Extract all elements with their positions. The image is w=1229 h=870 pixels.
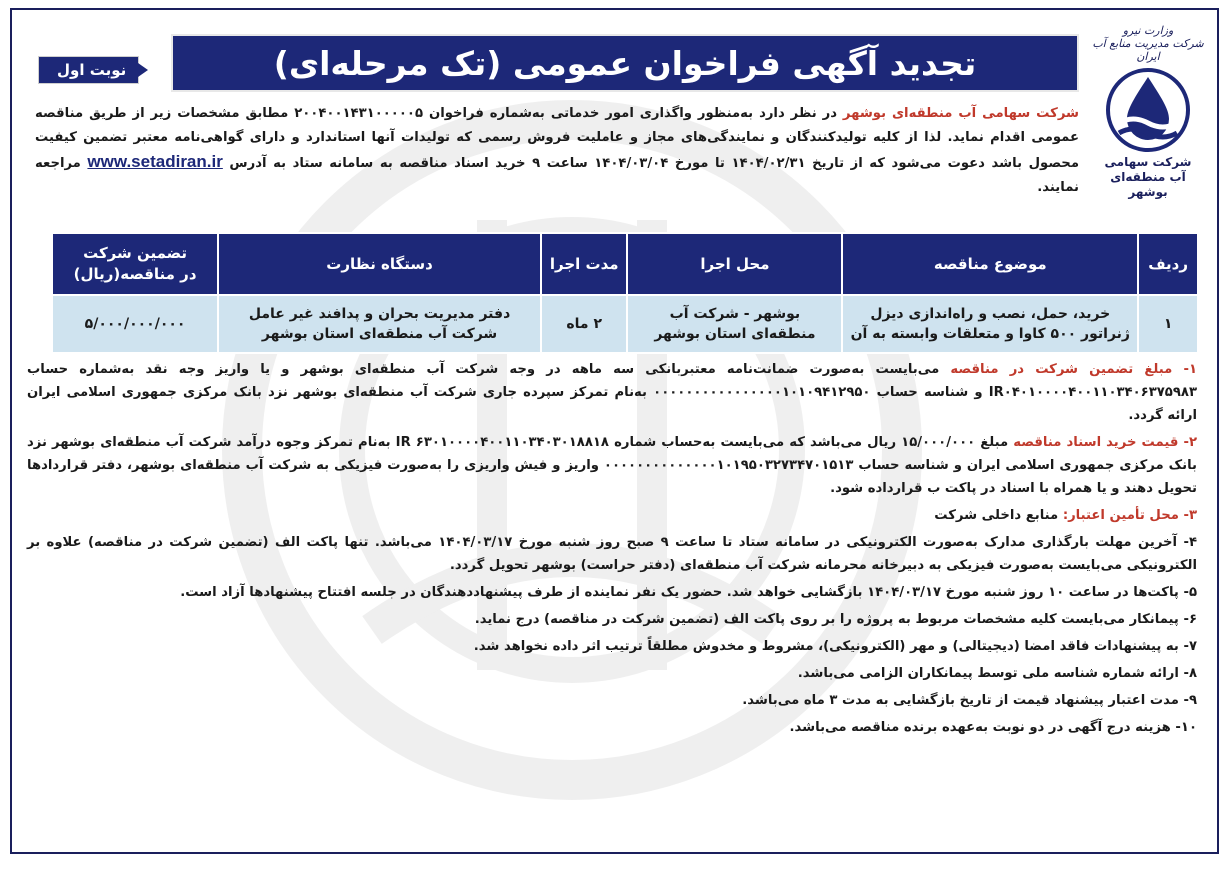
header-guarantee-line2: در مناقصه(ریال) bbox=[73, 265, 197, 283]
intro-paragraph bbox=[35, 102, 1079, 200]
page-title: تجدید آگهی فراخوان عمومی (تک مرحله‌ای) bbox=[171, 34, 1079, 92]
edition-badge-label: نوبت اول bbox=[57, 61, 127, 79]
item-text: ۴- آخرین مهلت بارگذاری مدارک به‌صورت الکترونیکی در سامانه ستاد تا ساعت ۹ صبح روز شنبه مورخ ۱۴۰۴/۰۳/۱۷ می‌باشد. تنها پاکت الف (تضمین شرکت در مناقصه) علاوه بر الکترونیکی می‌بایست به‌صورت فیزیکی به دبیرخانه محرمانه شرکت آب منطقه‌ای (دفتر حراست) بوشهر تحویل گردد. bbox=[27, 535, 1197, 573]
item-label: ۱- مبلغ تضمین شرکت در مناقصه bbox=[950, 362, 1197, 377]
intro-text-1: در نظر دارد به‌منظور واگذاری امور خدماتی به‌شماره فراخوان ۲۰۰۴۰۰۱۴۳۱۰۰۰۰۰۵ مطابق مشخصات زیر از طریق مناقصه عمومی اقدام نماید. لذا از کلیه تولیدکنندگان و نمایندگی‌های مجاز و عاملیت فروش رسمی که تولیدات آنها استاندارد و دارای گواهی‌نامه معتبر تضمین کیفیت محصول باشد دعوت می‌شود که از تاریخ ۱۴۰۴/۰۲/۳۱ تا مورخ ۱۴۰۴/۰۳/۰۴ ساعت ۹ خرید اسناد مناقصه به سامانه ستاد به آدرس bbox=[35, 106, 1079, 171]
item-text: ۸- ارائه شماره شناسه ملی توسط پیمانکاران الزامی می‌باشد. bbox=[797, 666, 1197, 681]
item-text: ۶- پیمانکار می‌بایست کلیه مشخصات مربوط به پروژه را بر روی پاکت الف (تضمین شرکت در مناقصه) درج نماید. bbox=[474, 612, 1197, 627]
item-text: ۱۰- هزینه درج آگهی در دو نوبت به‌عهده برنده مناقصه می‌باشد. bbox=[789, 720, 1197, 735]
logo-script-line1: وزارت نیرو bbox=[1122, 24, 1174, 37]
logo-name-line2: آب منطقه‌ای بوشهر bbox=[1110, 170, 1186, 199]
logo-name-line1: شرکت سهامی bbox=[1104, 155, 1192, 169]
header-supervisor: دستگاه نظارت bbox=[218, 233, 541, 295]
header-subject: موضوع مناقصه bbox=[842, 233, 1138, 295]
cell-subject bbox=[842, 295, 1138, 353]
list-item bbox=[27, 689, 1197, 712]
company-logo bbox=[1089, 24, 1207, 202]
cell-row-number: ۱ bbox=[1138, 295, 1198, 353]
tender-table bbox=[51, 232, 1199, 354]
setad-link[interactable]: www.setadiran.ir bbox=[87, 152, 223, 171]
item-text: مبلغ ۱۵/۰۰۰/۰۰۰ ریال می‌باشد که می‌بایست به‌حساب شماره IR ۶۳۰۱۰۰۰۰۴۰۰۱۱۰۳۴۰۳۰۱۸۸۱۸ به‌نام تمرکز وجوه درآمد شرکت آب منطقه‌ای بوشهر نزد بانک مرکزی جمهوری اسلامی ایران و شناسه حساب ۰۰۰۰۰۰۰۰۰۰۰۰۰۰۱۰۱۹۵۰۳۲۷۳۴۷۰۱۵۱۳ واریز و فیش واریزی را به‌صورت فیزیکی به شرکت آب منطقه‌ای بوشهر، دفتر قراردادها تحویل دهند و یا همراه با اسناد در پاکت ب قرارداده شود. bbox=[27, 435, 1197, 496]
header-guarantee bbox=[52, 233, 218, 295]
arrow-right-icon bbox=[138, 63, 148, 77]
item-text: ۷- به پیشنهادات فاقد امضا (دیجیتالی) و مهر (الکترونیکی)، مشروط و مخدوش مطلقاً ترتیب اثر داده نخواهد شد. bbox=[473, 639, 1197, 654]
item-text: می‌بایست به‌صورت ضمانت‌نامه معتبربانکی سه ماهه در وجه شرکت آب منطقه‌ای بوشهر و یا واریز وجه نقد به‌شماره حساب IR۰۴۰۱۰۰۰۰۴۰۰۱۱۰۳۴۰۶۳۷۵۹۸۳ و شناسه حساب ۰۰۰۰۰۰۰۰۰۰۰۰۰۰۰۰۱۰۱۰۹۴۱۲۹۵۰ به‌نام تمرکز سپرده جاری شرکت آب منطقه‌ای بوشهر نزد بانک مرکزی جمهوری اسلامی ایران ارائه گردد. bbox=[27, 362, 1197, 423]
header-location: محل اجرا bbox=[627, 233, 842, 295]
list-item bbox=[27, 716, 1197, 739]
cell-subject-line1: خرید، حمل، نصب و راه‌اندازی دیزل bbox=[870, 306, 1111, 322]
cell-location bbox=[627, 295, 842, 353]
item-text: ۵- پاکت‌ها در ساعت ۱۰ روز شنبه مورخ ۱۴۰۴/۰۳/۱۷ بازگشایی خواهد شد. حضور یک نفر نماینده از طرف پیشنهاددهندگان در جلسه افتتاح پیشنهادها آزاد است. bbox=[180, 585, 1197, 600]
list-item bbox=[27, 635, 1197, 658]
list-item bbox=[27, 504, 1197, 527]
conditions-list bbox=[27, 358, 1197, 743]
water-drop-icon bbox=[1105, 67, 1191, 153]
header-duration: مدت اجرا bbox=[541, 233, 628, 295]
cell-supervisor-line1: دفتر مدیریت بحران و پدافند غیر عامل bbox=[248, 306, 511, 322]
item-text: ۹- مدت اعتبار پیشنهاد قیمت از تاریخ بازگشایی به مدت ۳ ماه می‌باشد. bbox=[742, 693, 1197, 708]
header-guarantee-line1: تضمین شرکت bbox=[83, 244, 188, 262]
cell-subject-line2: ژنراتور ۵۰۰ کاوا و متعلقات وابسته به آن bbox=[850, 326, 1130, 342]
table-row bbox=[52, 295, 1198, 353]
list-item bbox=[27, 581, 1197, 604]
cell-supervisor bbox=[218, 295, 541, 353]
cell-location-line1: بوشهر - شرکت آب bbox=[669, 306, 801, 322]
cell-location-line2: منطقه‌ای استان بوشهر bbox=[654, 326, 816, 342]
header-row-number: ردیف bbox=[1138, 233, 1198, 295]
logo-script-line2: شرکت مدیریت منابع آب ایران bbox=[1092, 37, 1204, 63]
edition-badge bbox=[38, 56, 139, 84]
cell-duration: ۲ ماه bbox=[541, 295, 628, 353]
list-item bbox=[27, 662, 1197, 685]
item-label: ۳- محل تأمین اعتبار: bbox=[1062, 508, 1197, 523]
cell-guarantee: ۵/۰۰۰/۰۰۰/۰۰۰ bbox=[52, 295, 218, 353]
list-item bbox=[27, 531, 1197, 577]
list-item bbox=[27, 358, 1197, 427]
list-item bbox=[27, 608, 1197, 631]
company-name: شرکت سهامی آب منطقه‌ای بوشهر bbox=[842, 106, 1079, 121]
table-header-row bbox=[52, 233, 1198, 295]
cell-supervisor-line2: شرکت آب منطقه‌ای استان بوشهر bbox=[261, 326, 498, 342]
tender-notice bbox=[10, 8, 1219, 854]
intro-text-2: مراجعه نمایند. bbox=[35, 156, 1079, 195]
item-text: منابع داخلی شرکت bbox=[934, 508, 1063, 523]
list-item bbox=[27, 431, 1197, 500]
item-label: ۲- قیمت خرید اسناد مناقصه bbox=[1013, 435, 1197, 450]
